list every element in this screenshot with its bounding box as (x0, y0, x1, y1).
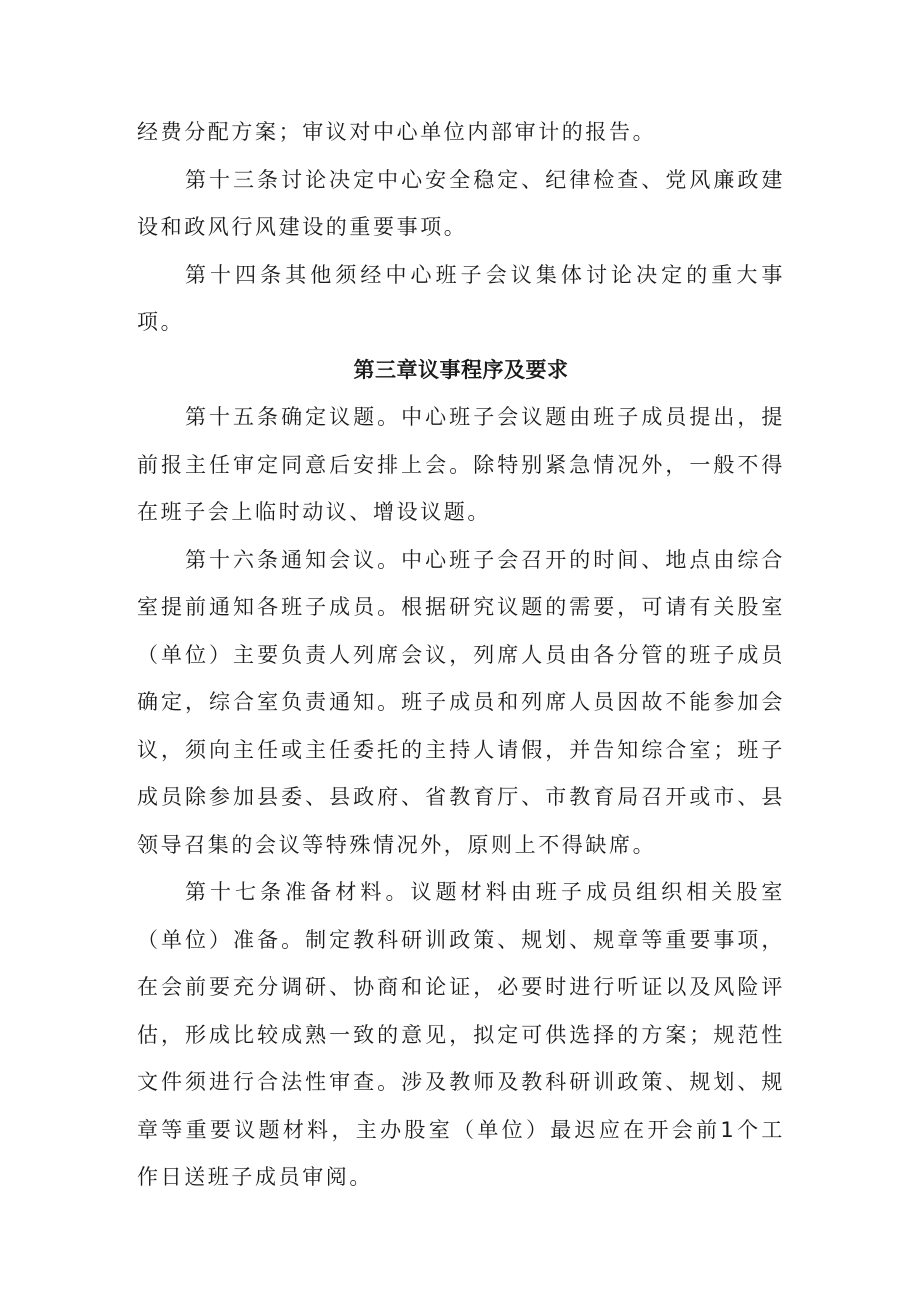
article-13: 第十三条讨论决定中心安全稳定、纪律检查、党风廉政建设和政风行风建设的重要事项。 (137, 167, 785, 239)
article-16: 第十六条通知会议。中心班子会召开的时间、地点由综合室提前通知各班子成员。根据研究议题的需要，可请有关股室（单位）主要负责人列席会议，列席人员由各分管的班子成员确定，综合室负责通知。班子成员和列席人员因故不能参加会议，须向主任或主任委托的主持人请假，并告知综合室；班子成员除参加县委、县政府、省教育厅、市教育局召开或市、县领导召集的会议等特殊情况外，原则上不得缺席。 (137, 547, 785, 857)
document-body (137, 109, 785, 1202)
chapter-heading: 第三章议事程序及要求 (353, 357, 569, 382)
article-15: 第十五条确定议题。中心班子会议题由班子成员提出，提前报主任审定同意后安排上会。除特别紧急情况外，一般不得在班子会上临时动议、增设议题。 (137, 405, 785, 524)
article-17: 第十七条准备材料。议题材料由班子成员组织相关股室（单位）准备。制定教科研训政策、规划、规章等重要事项，在会前要充分调研、协商和论证，必要时进行听证以及风险评估，形成比较成熟一致的意见，拟定可供选择的方案；规范性文件须进行合法性审查。涉及教师及教科研训政策、规划、规章等重要议题材料，主办股室（单位）最迟应在开会前1个工作日送班子成员审阅。 (137, 880, 785, 1189)
article-14: 第十四条其他须经中心班子会议集体讨论决定的重大事项。 (137, 262, 785, 334)
paragraph-continuation: 经费分配方案；审议对中心单位内部审计的报告。 (137, 120, 657, 144)
